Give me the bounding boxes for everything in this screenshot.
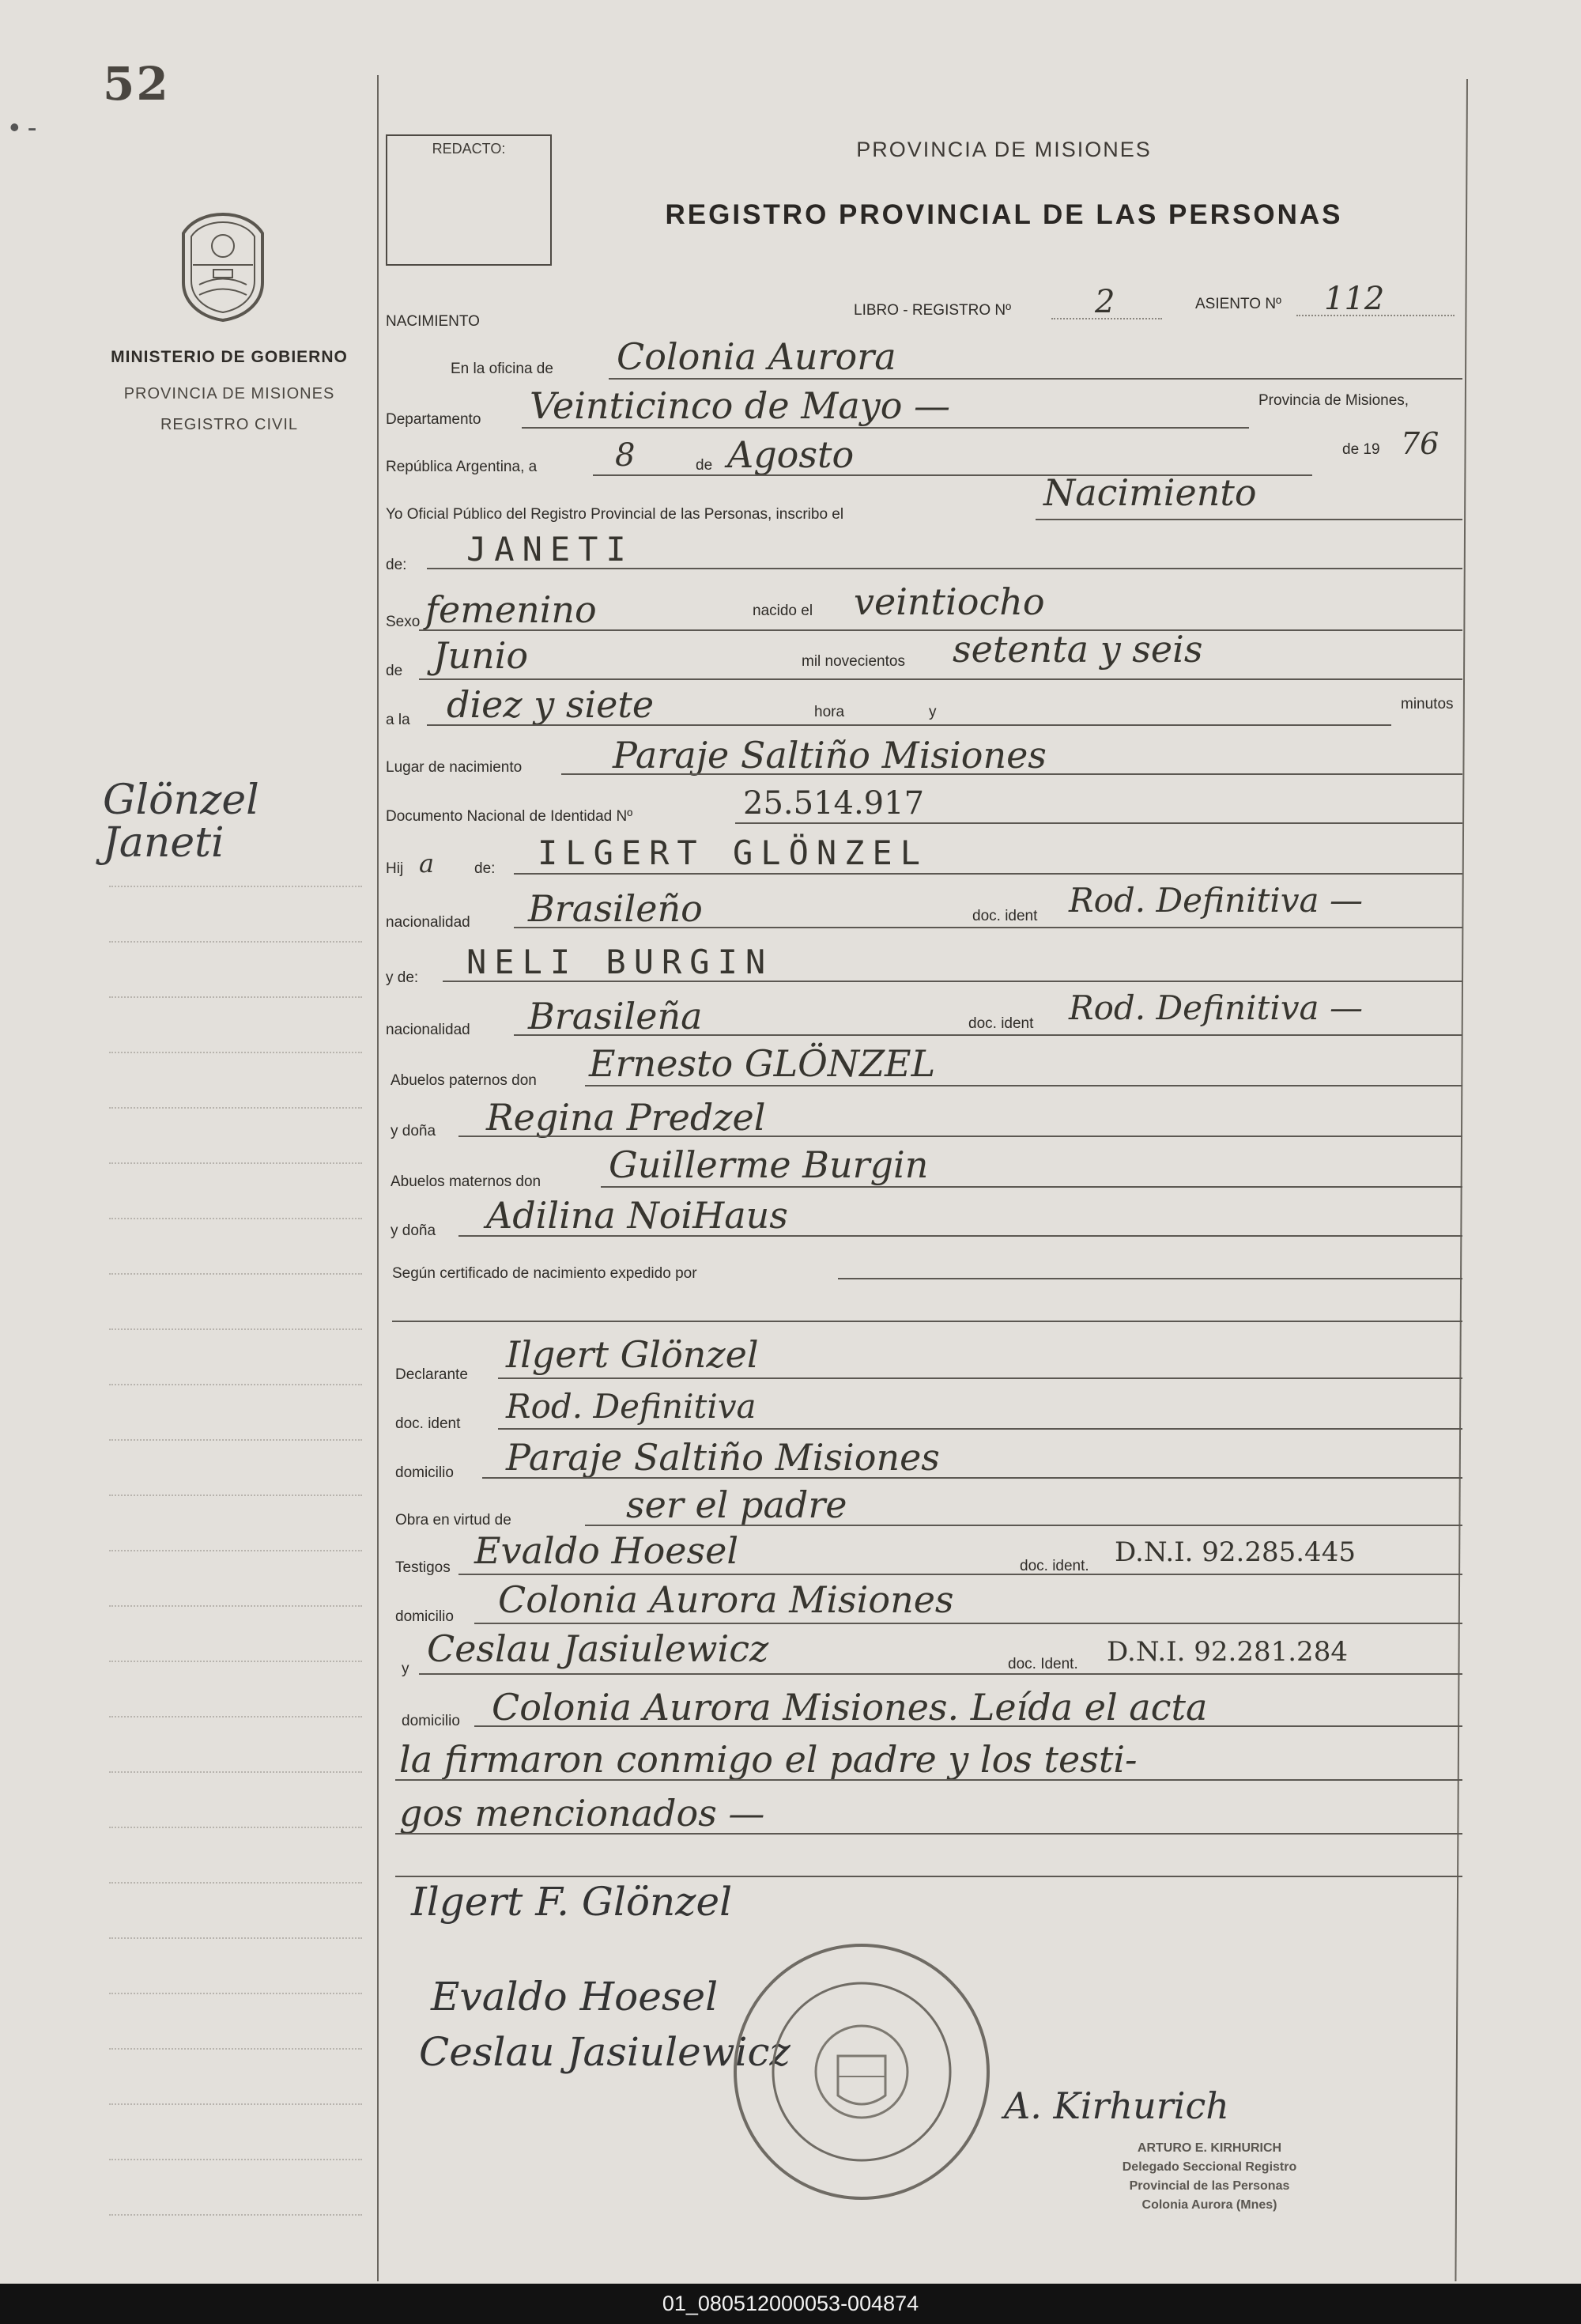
margin-line	[109, 1439, 362, 1441]
nacido-label: nacido el	[753, 603, 813, 619]
y-dona-materna-label: y doña	[391, 1222, 436, 1239]
cont2-line	[395, 1833, 1462, 1835]
official-seal-icon	[727, 1937, 996, 2206]
stamp-line-2: Delegado Seccional Registro	[1122, 2160, 1297, 2174]
margin-note-surname: Glönzel	[103, 777, 259, 824]
stamp-line-1: ARTURO E. KIRHURICH	[1137, 2141, 1282, 2155]
sexo-line	[419, 629, 1462, 631]
hijo-de-label: de:	[474, 860, 496, 877]
dom-t2-label: domicilio	[402, 1713, 460, 1729]
libro-line	[1051, 318, 1162, 319]
madre-line	[443, 981, 1462, 982]
segun-line	[838, 1278, 1462, 1279]
signature-testigo1: Evaldo Hoesel	[431, 1974, 719, 2020]
abuela-paterna-value: Regina Predzel	[486, 1096, 766, 1139]
provincia-left-label: PROVINCIA DE MISIONES	[123, 385, 335, 402]
libro-label: LIBRO - REGISTRO Nº	[854, 302, 1012, 319]
doc-madre-value: Rod. Definitiva —	[1069, 988, 1363, 1027]
abuelos-paternos-label: Abuelos paternos don	[391, 1072, 537, 1089]
doc-t1-label: doc. ident.	[1020, 1558, 1089, 1574]
dom-t2-value: Colonia Aurora Misiones. Leída el acta	[492, 1686, 1208, 1729]
margin-line	[109, 1162, 362, 1164]
padre-line	[514, 873, 1462, 875]
mes-nac-value: Junio	[433, 634, 529, 677]
dom-t1-value: Colonia Aurora Misiones	[498, 1578, 954, 1621]
abuelos-paternos-line	[585, 1085, 1462, 1086]
oficina-label: En la oficina de	[451, 361, 553, 377]
stamp-line-4: Colonia Aurora (Mnes)	[1141, 2198, 1277, 2212]
a-la-label: a la	[386, 712, 410, 728]
page-number: 52	[103, 57, 170, 111]
registro-title: REGISTRO PROVINCIAL DE LAS PERSONAS	[665, 199, 1343, 230]
oficina-line	[609, 378, 1462, 380]
mil-value: setenta y seis	[953, 628, 1203, 671]
anio-value: 76	[1401, 426, 1440, 461]
margin-line	[109, 2103, 362, 2105]
margin-line	[109, 2214, 362, 2216]
nac-padre-label: nacionalidad	[386, 914, 470, 931]
signature-testigo2: Ceslau Jasiulewicz	[419, 2029, 790, 2075]
y-t2-label: y	[402, 1661, 409, 1677]
signature-declarante: Ilgert F. Glönzel	[411, 1879, 733, 1925]
nacido-value: veintiocho	[854, 580, 1045, 623]
mil-novecientos-label: mil novecientos	[802, 653, 905, 670]
doc-t1-value: D.N.I. 92.285.445	[1115, 1536, 1356, 1568]
official-stamp	[1075, 2139, 1344, 2215]
margin-tick-mark: • -	[9, 111, 37, 143]
segun-line-2	[392, 1321, 1462, 1322]
de-label: de	[696, 457, 713, 474]
dom-t2-line	[474, 1725, 1462, 1727]
margin-line	[109, 1661, 362, 1662]
hijo-suffix: a	[419, 848, 435, 879]
registro-civil-label: REGISTRO CIVIL	[160, 416, 299, 433]
yo-oficial-label: Yo Oficial Público del Registro Provincial de las Personas, inscribo el	[386, 506, 844, 523]
asiento-value: 112	[1324, 281, 1385, 317]
padre-value: ILGERT GLÖNZEL	[538, 833, 929, 872]
domicilio-line	[482, 1477, 1462, 1479]
provincia-inline-label: Provincia de Misiones,	[1258, 392, 1409, 409]
obra-value: ser el padre	[626, 1483, 847, 1526]
blank-line	[395, 1876, 1462, 1877]
margin-line	[109, 1273, 362, 1275]
abuelos-maternos-line	[601, 1186, 1462, 1188]
nac-madre-value: Brasileña	[528, 995, 703, 1037]
ministerio-label: MINISTERIO DE GOBIERNO	[111, 348, 348, 366]
anio-label: de 19	[1342, 441, 1380, 458]
doc-ident-line	[498, 1428, 1462, 1430]
doc-t2-value: D.N.I. 92.281.284	[1107, 1636, 1348, 1668]
margin-line	[109, 1384, 362, 1385]
hora-line	[427, 724, 1391, 726]
doc-t2-label: doc. Ident.	[1008, 1656, 1078, 1672]
libro-value: 2	[1095, 284, 1115, 320]
cont1-line	[395, 1779, 1462, 1781]
margin-line	[109, 1937, 362, 1939]
de-mes-label: de	[386, 663, 403, 679]
dia-value: 8	[615, 437, 636, 474]
margin-note	[103, 777, 259, 867]
nac-padre-value: Brasileño	[528, 887, 703, 930]
asiento-label: ASIENTO Nº	[1195, 296, 1281, 312]
doc-ident-label: doc. ident	[395, 1415, 461, 1432]
dni-label: Documento Nacional de Identidad Nº	[386, 808, 633, 825]
nac-madre-label: nacionalidad	[386, 1022, 470, 1038]
y-de-label: y de:	[386, 969, 419, 986]
declarante-value: Ilgert Glönzel	[506, 1333, 759, 1376]
continuation-line-1: la firmaron conmigo el padre y los testi-	[399, 1738, 1138, 1781]
sexo-label: Sexo	[386, 614, 421, 630]
redacto-box	[386, 134, 552, 266]
doc-madre-label: doc. ident	[968, 1015, 1034, 1032]
testigo1-line	[458, 1574, 1462, 1575]
lugar-value: Paraje Saltiño Misiones	[613, 734, 1047, 777]
asiento-line	[1296, 315, 1455, 316]
margin-line	[109, 1218, 362, 1219]
nac-padre-line	[514, 927, 1462, 928]
sexo-value: femenino	[425, 588, 597, 631]
provincia-header: PROVINCIA DE MISIONES	[856, 138, 1152, 161]
hora-label: hora	[814, 704, 845, 720]
mes-line	[419, 678, 1462, 680]
abuela-materna-line	[458, 1235, 1462, 1237]
testigo2-value: Ceslau Jasiulewicz	[427, 1627, 769, 1670]
segun-certificado-label: Según certificado de nacimiento expedido por	[392, 1265, 697, 1282]
dom-t1-label: domicilio	[395, 1608, 454, 1625]
province-emblem-icon	[175, 210, 270, 324]
margin-line	[109, 1052, 362, 1053]
margin-line	[109, 2048, 362, 2050]
departamento-line	[522, 427, 1249, 429]
hora-value: diez y siete	[447, 683, 655, 726]
nombre-value: JANETI	[466, 530, 634, 569]
margin-line	[109, 1827, 362, 1828]
redacto-label: REDACTO:	[432, 141, 506, 157]
margin-line	[109, 1495, 362, 1496]
departamento-value: Veinticinco de Mayo —	[530, 384, 951, 427]
hijo-label: Hij	[386, 860, 404, 877]
margin-line	[109, 1771, 362, 1773]
republica-label: República Argentina, a	[386, 459, 538, 475]
departamento-label: Departamento	[386, 411, 481, 428]
mes-value: Agosto	[727, 433, 855, 476]
oficina-value: Colonia Aurora	[617, 335, 896, 378]
lugar-label: Lugar de nacimiento	[386, 759, 523, 776]
nacimiento-label: NACIMIENTO	[386, 313, 480, 330]
testigo1-value: Evaldo Hoesel	[474, 1529, 739, 1572]
lugar-line	[561, 773, 1462, 775]
dni-line	[735, 822, 1462, 824]
dni-value: 25.514.917	[743, 785, 925, 822]
margin-line	[109, 2159, 362, 2160]
margin-line	[109, 1107, 362, 1109]
abuela-materna-value: Adilina NoiHaus	[486, 1194, 788, 1237]
continuation-line-2: gos mencionados —	[399, 1792, 765, 1835]
image-caption-bar: 01_080512000053-004874	[0, 2284, 1581, 2324]
doc-ident-value: Rod. Definitiva	[506, 1387, 757, 1426]
inscribo-value: Nacimiento	[1043, 471, 1257, 514]
abuelo-materno-value: Guillerme Burgin	[609, 1143, 929, 1186]
domicilio-label: domicilio	[395, 1464, 454, 1481]
stamp-line-3: Provincial de las Personas	[1129, 2179, 1290, 2193]
margin-line	[109, 1550, 362, 1551]
abuelo-paterno-value: Ernesto GLÖNZEL	[589, 1042, 936, 1085]
margin-line	[109, 1993, 362, 1994]
doc-padre-label: doc. ident	[972, 908, 1038, 924]
margin-line	[109, 1882, 362, 1884]
y-label: y	[929, 704, 937, 720]
declarante-line	[498, 1377, 1462, 1379]
abuelos-maternos-label: Abuelos maternos don	[391, 1173, 541, 1190]
domicilio-value: Paraje Saltiño Misiones	[506, 1436, 940, 1479]
y-dona-paterna-label: y doña	[391, 1123, 436, 1139]
abuela-paterna-line	[458, 1136, 1462, 1137]
nac-madre-line	[514, 1034, 1462, 1036]
margin-line	[109, 941, 362, 943]
doc-padre-value: Rod. Definitiva —	[1069, 881, 1363, 920]
testigos-label: Testigos	[395, 1559, 451, 1576]
margin-line	[109, 996, 362, 998]
obra-line	[585, 1525, 1462, 1526]
margin-line	[109, 1328, 362, 1330]
declarante-label: Declarante	[395, 1366, 468, 1383]
inscribo-line	[1036, 519, 1462, 520]
margin-line	[109, 886, 362, 887]
signature-oficial: A. Kirhurich	[1004, 2084, 1229, 2127]
left-column-rule	[377, 75, 379, 2281]
right-column-rule	[1455, 79, 1468, 2281]
de-nombre-label: de:	[386, 557, 407, 573]
madre-value: NELI BURGIN	[466, 943, 774, 981]
obra-label: Obra en virtud de	[395, 1512, 511, 1529]
dom-t1-line	[474, 1623, 1462, 1624]
margin-line	[109, 1605, 362, 1607]
testigo2-line	[419, 1673, 1462, 1675]
margin-note-name: Janeti	[103, 819, 225, 867]
margin-line	[109, 1716, 362, 1717]
nombre-line	[427, 568, 1462, 569]
minutos-label: minutos	[1401, 696, 1454, 712]
